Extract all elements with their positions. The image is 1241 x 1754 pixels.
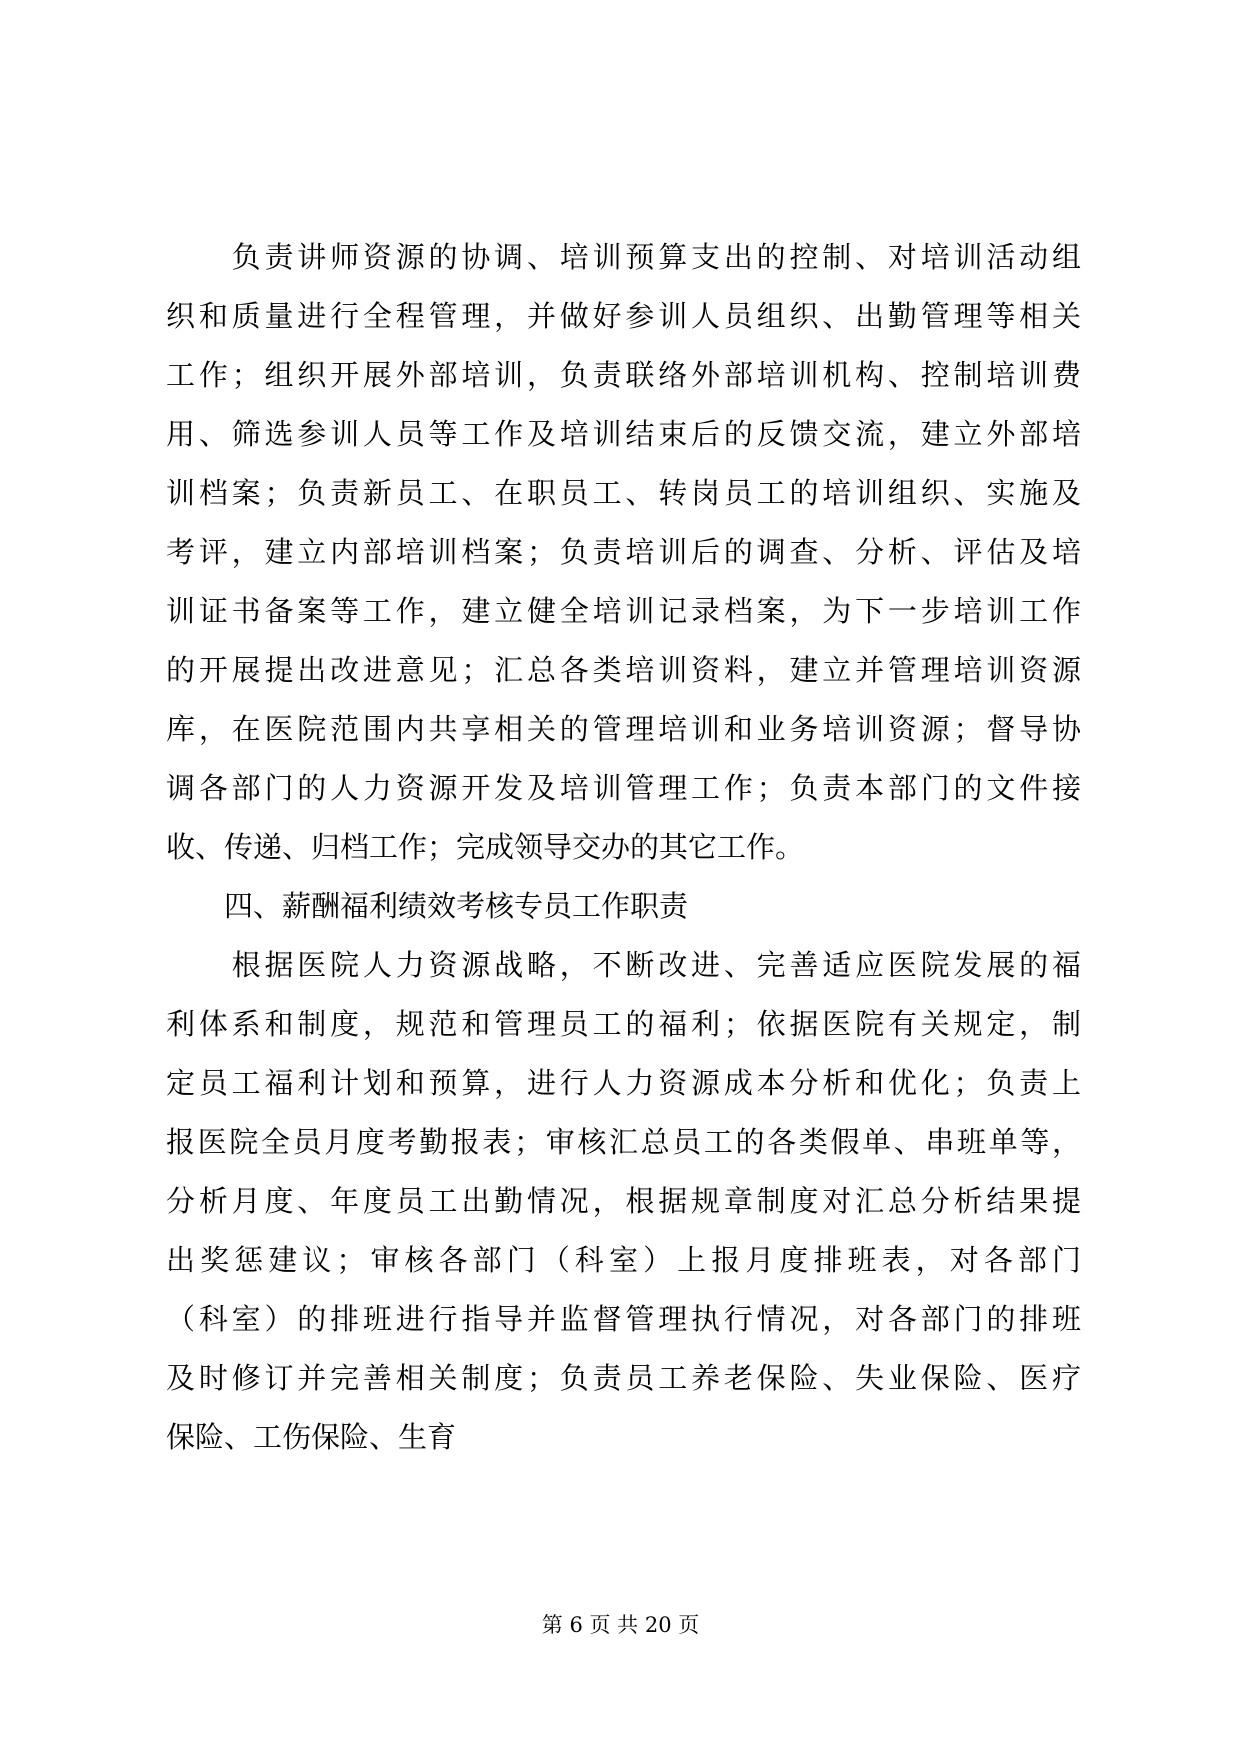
text-line: 收、传递、归档工作；完成领导交办的其它工作。	[166, 830, 805, 864]
text-line: 用、筛选参训人员等工作及培训结束后的反馈交流，建立外部培	[166, 417, 1081, 451]
page-number-footer: 第 6 页 共 20 页	[541, 1613, 700, 1637]
text-line: 定员工福利计划和预算，进行人力资源成本分析和优化；负责上	[166, 1066, 1081, 1100]
text-line: 及时修订并完善相关制度；负责员工养老保险、失业保险、医疗	[166, 1361, 1081, 1395]
text-line: 负责讲师资源的协调、培训预算支出的控制、对培训活动组	[166, 240, 1081, 274]
text-line: 利体系和制度，规范和管理员工的福利；依据医院有关规定，制	[166, 1007, 1081, 1041]
text-line: （科室）的排班进行指导并监督管理执行情况，对各部门的排班	[166, 1302, 1081, 1336]
text-line: 库，在医院范围内共享相关的管理培训和业务培训资源；督导协	[166, 712, 1081, 746]
text-line: 保险、工伤保险、生育	[166, 1420, 457, 1454]
text-line: 报医院全员月度考勤报表；审核汇总员工的各类假单、串班单等，	[166, 1125, 1081, 1159]
text-line: 工作；组织开展外部培训，负责联络外部培训机构、控制培训费	[166, 358, 1081, 392]
text-line: 训档案；负责新员工、在职员工、转岗员工的培训组织、实施及	[166, 476, 1081, 510]
text-line: 根据医院人力资源战略，不断改进、完善适应医院发展的福	[166, 948, 1081, 982]
text-line: 训证书备案等工作，建立健全培训记录档案，为下一步培训工作	[166, 594, 1081, 628]
text-line: 调各部门的人力资源开发及培训管理工作；负责本部门的文件接	[166, 771, 1081, 805]
text-line: 分析月度、年度员工出勤情况，根据规章制度对汇总分析结果提	[166, 1184, 1081, 1218]
text-line: 出奖惩建议；审核各部门（科室）上报月度排班表，对各部门	[166, 1243, 1081, 1277]
section-heading: 四、薪酬福利绩效考核专员工作职责	[166, 889, 689, 923]
text-line: 考评，建立内部培训档案；负责培训后的调查、分析、评估及培	[166, 535, 1081, 569]
text-line: 织和质量进行全程管理，并做好参训人员组织、出勤管理等相关	[166, 299, 1081, 333]
text-line: 的开展提出改进意见；汇总各类培训资料，建立并管理培训资源	[166, 653, 1081, 687]
